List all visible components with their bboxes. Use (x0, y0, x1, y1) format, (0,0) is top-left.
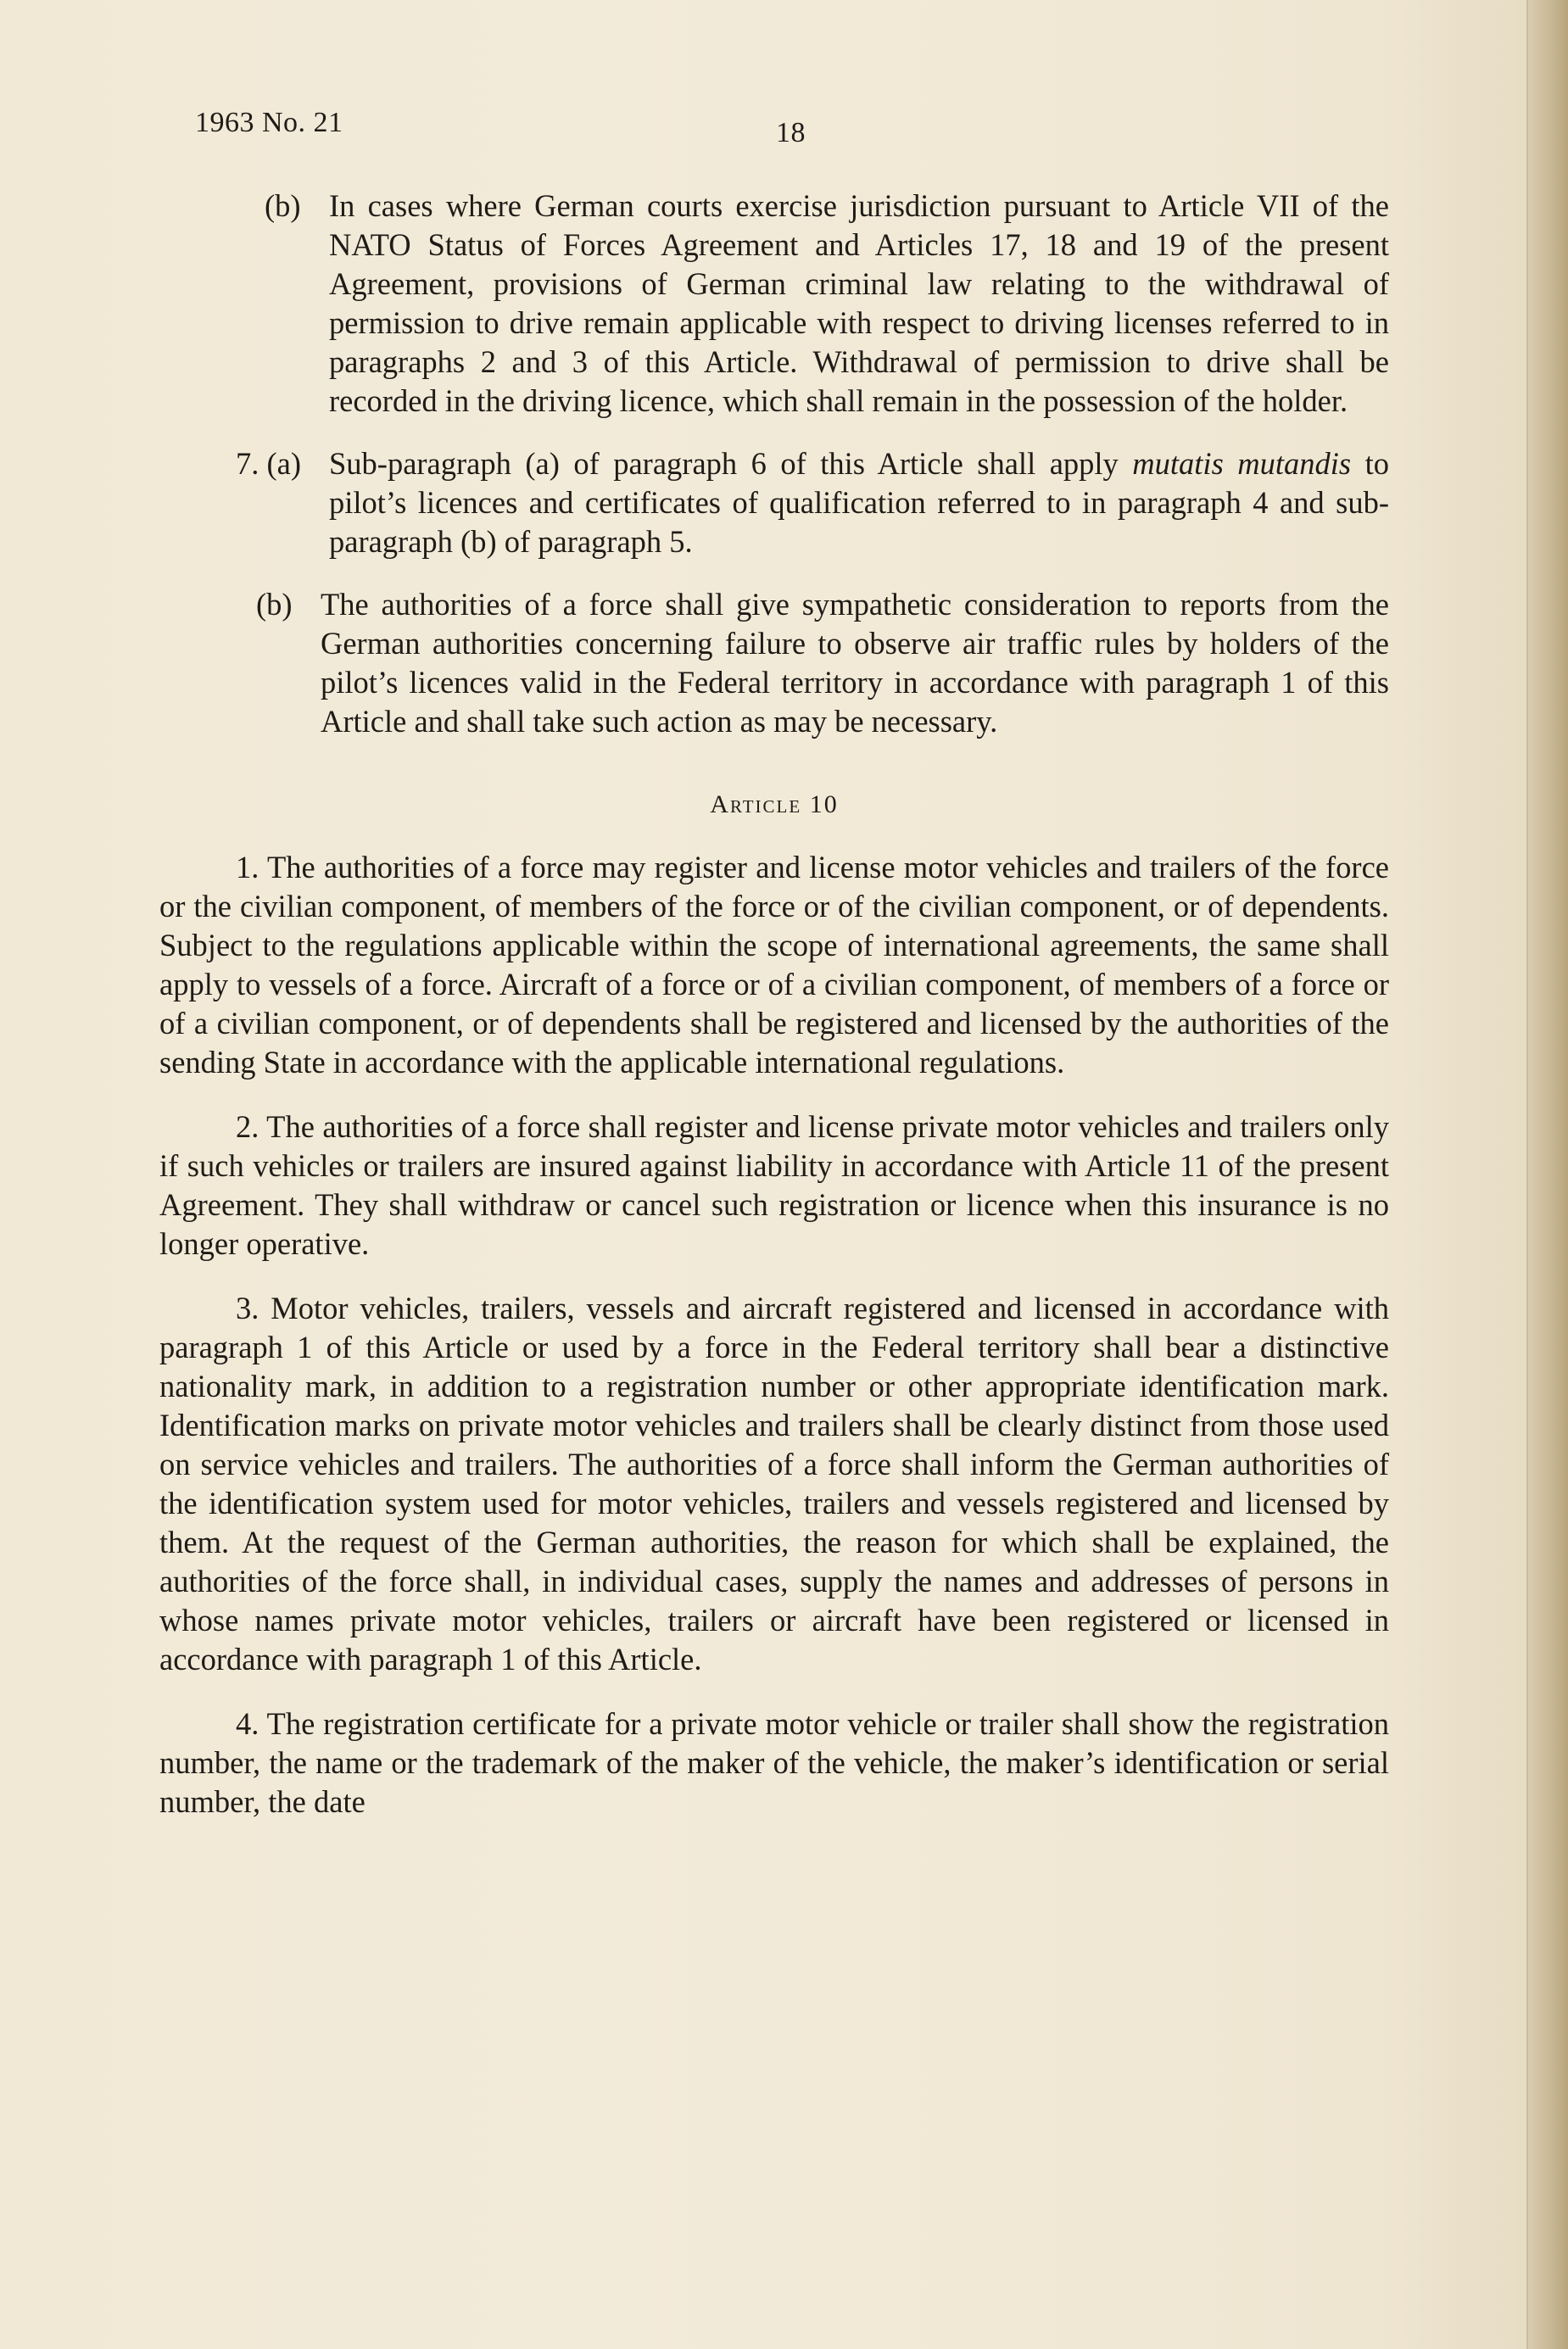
article-heading: Article 10 (710, 790, 839, 818)
article-paragraph-3: 3. Motor vehicles, trailers, vessels and aircraft registered and licensed in accordance with paragraph 1 of this Article or used by a force in the Federal territory shall bear a distinctive nationality mark, in addition to a registration number or other appropriate identification mark. Identification marks on private motor vehicles and trailers shall be clearly distinct from those used on service vehicles and trailers. The authorities of a force shall inform the German authorities of the identification system used for motor vehicles, trailers and vessels registered and licensed by them. At the request of the German authorities, the reason for which shall be explained, the authorities of the force shall, in individual cases, supply the names and addresses of persons in whose names private motor vehicles, trailers or aircraft have been registered or licensed in accordance with paragraph 1 of this Article. (159, 1291, 1389, 1677)
paragraph-text: The authorities of a force shall give sympathetic consideration to reports from the German authorities concerning failure to observe air traffic rules by holders of the pilot’s licences valid in the Federal territory in accordance with paragraph 1 of this Article and shall take such action as may be necessary. (321, 587, 1389, 739)
document-body (159, 187, 1389, 1847)
article-paragraph-2: 2. The authorities of a force shall register and license private motor vehicles and trailers only if such vehicles or trailers are insured against liability in accordance with Article 11 of the present Agreement. They shall withdraw or cancel such registration or licence when this insurance is no longer operative. (159, 1109, 1389, 1261)
article-paragraph-4: 4. The registration certificate for a private motor vehicle or trailer shall show the registration number, the name or the trademark of the maker of the vehicle, the maker’s identification or serial number, the date (159, 1706, 1389, 1819)
paragraph-6b (265, 187, 1389, 421)
paragraph-text: In cases where German courts exercise jurisdiction pursuant to Article VII of the NATO Status of Forces Agreement and Articles 17, 18 and 19 of the present Agreement, provisions of German criminal law relating to the withdrawal of permission to drive remain applicable with respect to driving licenses referred to in paragraphs 2 and 3 of this Article. Withdrawal of permission to drive shall be recorded in the driving licence, which shall remain in the possession of the holder. (329, 188, 1389, 418)
paragraph-label: (b) (256, 587, 293, 622)
text-segment: to pilot’s licences and certificates of qualification referred to in paragraph 4 and sub-paragraph (b) of paragraph 5. (329, 446, 1389, 559)
paragraph-text (329, 444, 1389, 561)
paragraph-7a (236, 444, 1389, 561)
page-number: 18 (776, 117, 806, 148)
paragraph-label: 7. (a) (236, 446, 302, 481)
text-segment: Sub-paragraph (a) of paragraph 6 of this Article shall apply (329, 446, 1133, 481)
article-paragraph-1: 1. The authorities of a force may register and license motor vehicles and trailers of the force or the civilian component, of members of the force or of the civilian component, or of dependents. Subject to the regulations applicable within the scope of international agreements, the same shall apply to vessels of a force. Aircraft of a force or of a civilian component, of members of a force or of a civilian component, or of dependents shall be registered and licensed by the authorities of the sending State in accordance with the applicable international regulations. (159, 850, 1389, 1080)
paragraph-label: (b) (265, 188, 301, 223)
italic-phrase: mutatis mutandis (1132, 446, 1352, 481)
page-binding-edge (1526, 0, 1568, 2349)
paragraph-7b (256, 585, 1389, 741)
page-header (195, 107, 1382, 149)
year-number-label: 1963 No. 21 (195, 107, 343, 138)
